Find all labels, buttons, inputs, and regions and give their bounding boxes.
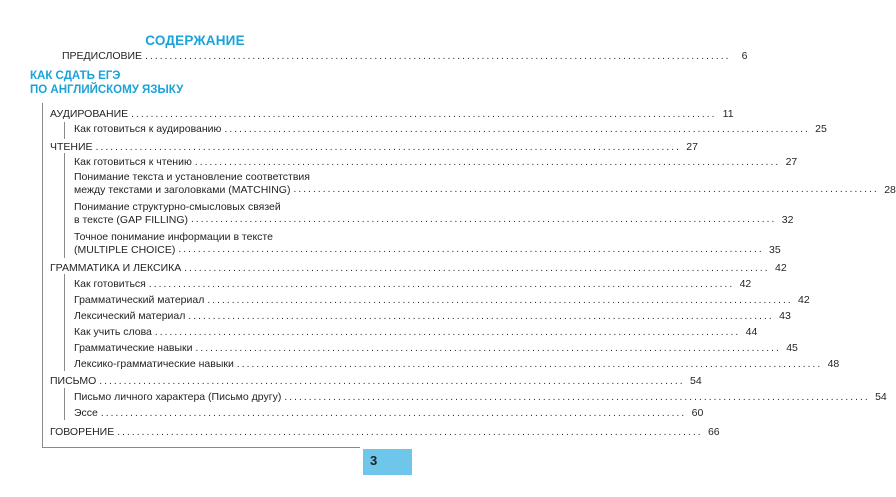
leader-dots: ........................................................................................................................ bbox=[188, 311, 774, 322]
leader-dots: ........................................................................................................................ bbox=[194, 157, 781, 168]
toc-entry-personal-letter[interactable] bbox=[74, 390, 887, 404]
frame-bottom-line bbox=[42, 447, 360, 448]
toc-label-line1: Понимание структурно-смысловых связей bbox=[74, 201, 281, 213]
toc-entry-listening-prep[interactable] bbox=[74, 122, 827, 136]
leader-dots: ........................................................................................................................ bbox=[131, 109, 717, 120]
toc-label: АУДИРОВАНИЕ bbox=[50, 108, 129, 120]
toc-page: 32 bbox=[781, 213, 794, 226]
writing-bracket-line bbox=[64, 388, 65, 420]
toc-entry-grammar-prep[interactable] bbox=[74, 277, 752, 291]
toc-page: 54 bbox=[689, 375, 702, 387]
toc-page: 28 bbox=[884, 183, 896, 196]
toc-entry-multiple-choice[interactable] bbox=[74, 230, 781, 256]
toc-label: Лексико-грамматические навыки bbox=[74, 358, 234, 370]
section-heading-line2: ПО АНГЛИЙСКОМУ ЯЗЫКУ bbox=[30, 84, 184, 96]
toc-label: Грамматические навыки bbox=[74, 342, 193, 354]
toc-label: ГОВОРЕНИЕ bbox=[50, 426, 115, 438]
section-heading bbox=[30, 69, 183, 97]
toc-page: 27 bbox=[785, 156, 798, 168]
toc-entry-grammar-skills[interactable] bbox=[74, 341, 798, 355]
leader-dots: ........................................................................................................................ bbox=[293, 184, 879, 195]
toc-entry-speaking[interactable] bbox=[50, 425, 720, 439]
toc-page: 42 bbox=[739, 278, 752, 290]
leader-dots: ........................................................................................................................ bbox=[154, 327, 741, 338]
leader-dots: ........................................................................................................................ bbox=[224, 124, 810, 135]
toc-label: ГРАММАТИКА И ЛЕКСИКА bbox=[50, 262, 182, 274]
frame-left-line bbox=[42, 103, 43, 448]
toc-label-line2: в тексте (GAP FILLING) bbox=[74, 213, 189, 226]
leader-dots: ........................................................................................................................ bbox=[145, 51, 731, 62]
leader-dots: ........................................................................................................................ bbox=[117, 427, 703, 438]
toc-entry-grammar[interactable] bbox=[50, 261, 787, 275]
toc-page: 48 bbox=[827, 358, 840, 370]
toc-label-line1: Понимание текста и установление соответствия bbox=[74, 171, 310, 183]
leader-dots: ........................................................................................................................ bbox=[99, 376, 685, 387]
toc-entry-reading-prep[interactable] bbox=[74, 155, 798, 169]
contents-title: СОДЕРЖАНИЕ bbox=[145, 33, 245, 48]
leader-dots: ........................................................................................................................ bbox=[236, 359, 823, 370]
toc-entry-gap-filling[interactable] bbox=[74, 200, 794, 226]
toc-label-line2: (MULTIPLE CHOICE) bbox=[74, 243, 176, 256]
toc-entry-reading[interactable] bbox=[50, 140, 698, 154]
toc-page: 45 bbox=[786, 342, 798, 354]
leader-dots: ........................................................................................................................ bbox=[95, 142, 681, 153]
toc-entry-preface[interactable] bbox=[62, 49, 748, 63]
toc-page: 35 bbox=[769, 243, 781, 256]
toc-entry-lexico-grammar-skills[interactable] bbox=[74, 357, 840, 371]
toc-label: Грамматический материал bbox=[74, 294, 205, 306]
leader-dots: ........................................................................................................................ bbox=[284, 392, 870, 403]
toc-page: 42 bbox=[775, 262, 787, 274]
toc-page: 43 bbox=[779, 310, 791, 322]
toc-label: Лексический материал bbox=[74, 310, 186, 322]
toc-entry-writing[interactable] bbox=[50, 374, 702, 388]
toc-page: 54 bbox=[875, 391, 887, 403]
toc-label: Как готовиться к чтению bbox=[74, 156, 192, 168]
toc-page: 11 bbox=[722, 108, 734, 120]
reading-bracket-line bbox=[64, 153, 65, 258]
toc-label: Как готовиться bbox=[74, 278, 146, 290]
toc-label: Как готовиться к аудированию bbox=[74, 123, 222, 135]
listening-bracket-line bbox=[64, 122, 65, 139]
toc-page: 60 bbox=[691, 407, 704, 419]
toc-label: Как учить слова bbox=[74, 326, 152, 338]
page-number: 3 bbox=[370, 453, 378, 468]
leader-dots: ........................................................................................................................ bbox=[191, 214, 777, 225]
leader-dots: ........................................................................................................................ bbox=[207, 295, 793, 306]
toc-entry-learn-words[interactable] bbox=[74, 325, 758, 339]
toc-label: Эссе bbox=[74, 407, 98, 419]
leader-dots: ........................................................................................................................ bbox=[195, 343, 781, 354]
toc-page: 25 bbox=[815, 123, 827, 135]
leader-dots: ........................................................................................................................ bbox=[184, 263, 770, 274]
toc-page: 42 bbox=[798, 294, 810, 306]
toc-label: ПИСЬМО bbox=[50, 375, 97, 387]
toc-entry-matching[interactable] bbox=[74, 170, 896, 196]
toc-entry-lexical-material[interactable] bbox=[74, 309, 791, 323]
toc-label: ПРЕДИСЛОВИЕ bbox=[62, 50, 143, 62]
toc-page: 44 bbox=[745, 326, 758, 338]
section-heading-line1: КАК СДАТЬ ЕГЭ bbox=[30, 70, 121, 82]
leader-dots: ........................................................................................................................ bbox=[100, 408, 687, 419]
toc-label: ЧТЕНИЕ bbox=[50, 141, 93, 153]
toc-page: 66 bbox=[707, 426, 720, 438]
toc-entry-grammar-material[interactable] bbox=[74, 293, 810, 307]
toc-label-line1: Точное понимание информации в тексте bbox=[74, 231, 273, 243]
toc-label-line2: между текстами и заголовками (MATCHING) bbox=[74, 183, 291, 196]
toc-page: 27 bbox=[686, 141, 698, 153]
grammar-bracket-line bbox=[64, 274, 65, 371]
leader-dots: ........................................................................................................................ bbox=[148, 279, 735, 290]
toc-entry-essay[interactable] bbox=[74, 406, 704, 420]
leader-dots: ........................................................................................................................ bbox=[178, 244, 764, 255]
toc-entry-listening[interactable] bbox=[50, 107, 734, 121]
toc-label: Письмо личного характера (Письмо другу) bbox=[74, 391, 282, 403]
toc-page: 6 bbox=[741, 50, 748, 62]
